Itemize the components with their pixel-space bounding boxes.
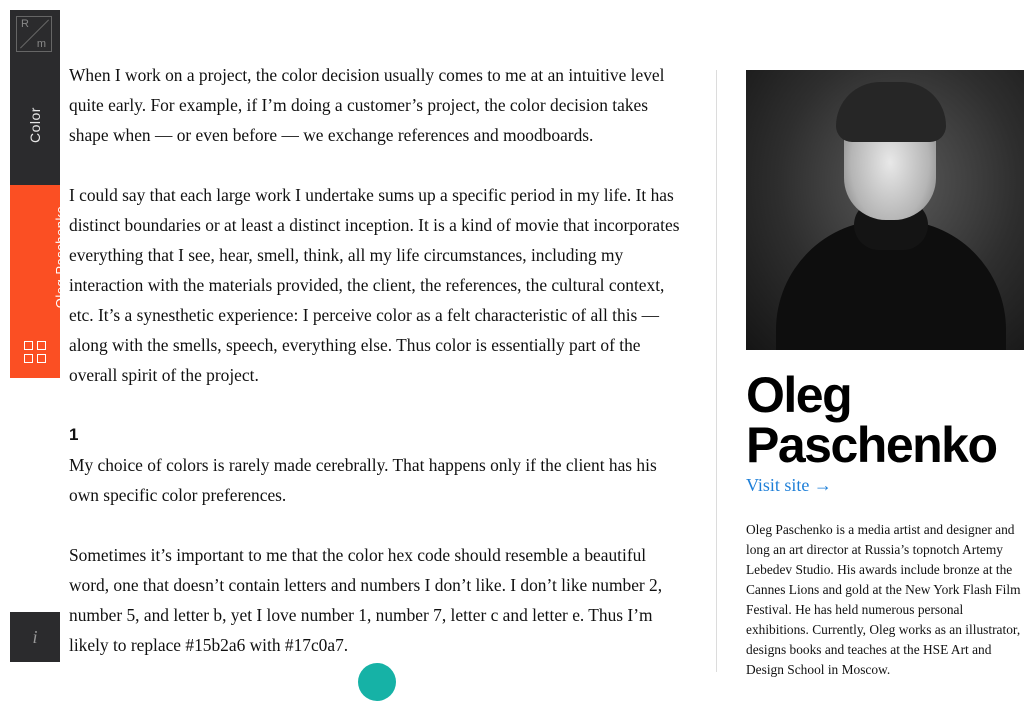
nav-author-panel bbox=[10, 185, 69, 378]
accent-color-dot bbox=[358, 663, 396, 701]
side-nav bbox=[10, 10, 69, 378]
author-bio: Oleg Paschenko is a media artist and designer and long an art director at Russia’s topnotch Artemy Lebedev Studio. His awards include bronze at the Cannes Lions and gold at the New York Flash Film Festival. He has held numerous personal exhibitions. Currently, Oleg works as an illustrator, designs books and teaches at the HSE Art and Design School in Moscow. bbox=[746, 522, 1021, 677]
nav-section-color[interactable] bbox=[10, 105, 60, 145]
author-last-name: Paschenko bbox=[746, 417, 997, 473]
article-paragraph: Sometimes it’s important to me that the color hex code should resemble a beautiful word, one that doesn’t contain letters and numbers I don’t like. I don’t like number 2, number 5, and letter b, yet I love number 1, number 7, letter c and letter e. Thus I’m likely to replace #15b2a6 with #17c0a7. bbox=[69, 545, 663, 655]
nav-section-panel bbox=[10, 10, 60, 185]
article-paragraph: I could say that each large work I undertake sums up a specific period in my life. It has distinct boundaries or at least a distinct inception. It is a kind of movie that incorporates everything that I see, hear, smell, think, all my life circumstances, including my interaction with the materials provided, the client, the references, the cultural context, etc. It’s a synesthetic experience: I perceive color as a felt characteristic of all this — along with the smells, speech, everything else. Thus color is essentially part of the overall spirit of the project. bbox=[69, 185, 680, 385]
article-paragraph: When I work on a project, the color decision usually comes to me at an intuitive level quite early. For example, if I’m doing a customer’s project, the color decision takes shape when — or even before — we exchange references and moodboards. bbox=[69, 65, 665, 145]
article-paragraph: My choice of colors is rarely made cerebrally. That happens only if the client has his own specific color preferences. bbox=[69, 455, 657, 505]
logo-letter-top: R bbox=[21, 18, 29, 30]
grid-icon[interactable] bbox=[24, 341, 46, 363]
nav-author-label: Oleg Paschenko bbox=[53, 205, 69, 309]
info-icon: i bbox=[32, 627, 38, 647]
info-button[interactable] bbox=[10, 612, 60, 662]
article-body bbox=[69, 60, 689, 690]
author-name bbox=[746, 367, 1024, 473]
logo[interactable] bbox=[16, 16, 52, 52]
author-first-name: Oleg bbox=[746, 367, 852, 423]
author-portrait bbox=[746, 70, 1024, 350]
visit-site-link[interactable]: Visit site → bbox=[746, 475, 832, 495]
logo-letter-bottom: m bbox=[36, 38, 46, 50]
nav-section-label: Color bbox=[27, 107, 43, 143]
column-divider bbox=[716, 70, 717, 672]
nav-author-link[interactable] bbox=[10, 205, 69, 309]
section-number: 1 bbox=[69, 425, 79, 444]
